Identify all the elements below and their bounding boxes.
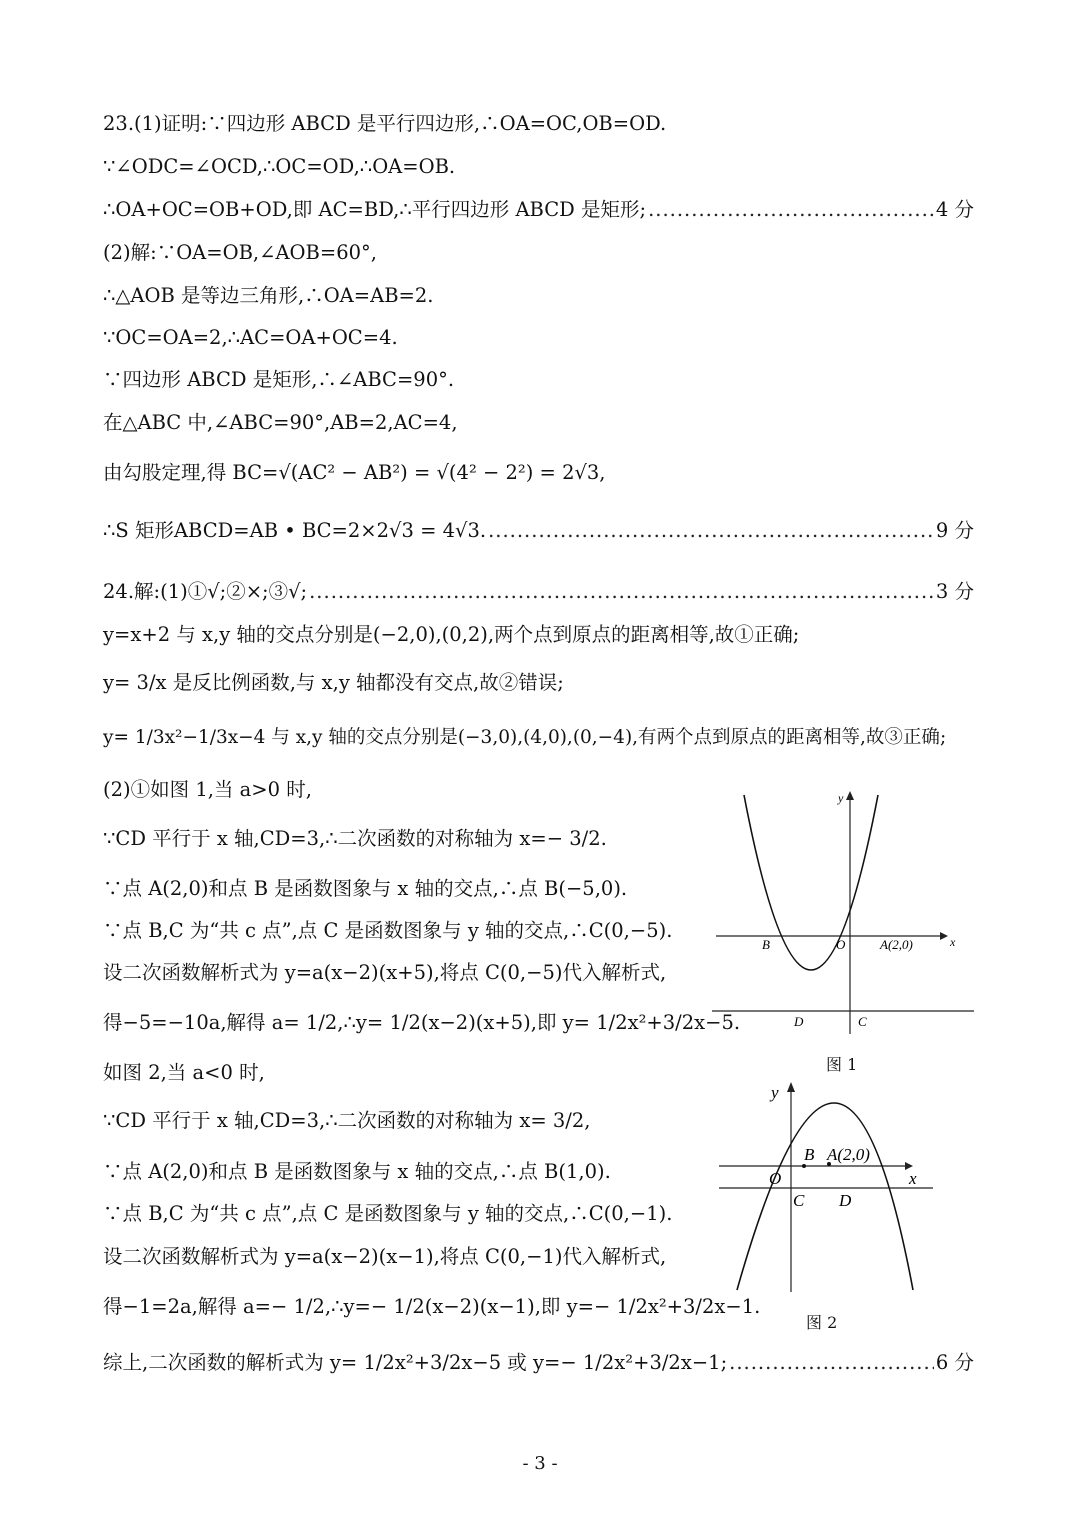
- score-label: 3 分: [935, 580, 974, 603]
- q24-line-3: y= 3/x 是反比例函数,与 x,y 轴都没有交点,故②错误;: [103, 671, 564, 694]
- figure-2: [715, 1078, 940, 1298]
- q24-line-9: 设二次函数解析式为 y=a(x−2)(x+5),将点 C(0,−5)代入解析式,: [103, 961, 667, 984]
- point-c-label: C: [793, 1191, 805, 1210]
- dot-leader: [488, 516, 934, 546]
- q24-line-15: 设二次函数解析式为 y=a(x−2)(x−1),将点 C(0,−1)代入解析式,: [103, 1245, 667, 1268]
- parabola: [737, 1103, 913, 1290]
- q23-line-10-text: ∴S 矩形ABCD=AB • BC=2×2√3 = 4√3.: [103, 519, 487, 542]
- x-axis-label: x: [909, 1169, 917, 1188]
- q23-line-5: ∴△AOB 是等边三角形,∴OA=AB=2.: [103, 284, 434, 307]
- point-b-label: B: [762, 937, 770, 952]
- score-label: 6 分: [935, 1351, 974, 1374]
- q23-line-3-text: ∴OA+OC=OB+OD,即 AC=BD,∴平行四边形 ABCD 是矩形;: [103, 198, 647, 221]
- score-label: 4 分: [935, 198, 974, 221]
- q23-line-2: ∵∠ODC=∠OCD,∴OC=OD,∴OA=OB.: [103, 155, 456, 178]
- origin-label: O: [836, 937, 846, 952]
- q24-line-6: ∵CD 平行于 x 轴,CD=3,∴二次函数的对称轴为 x=− 3/2.: [103, 827, 607, 850]
- q24-line-14: ∵点 B,C 为“共 c 点”,点 C 是函数图象与 y 轴的交点,∴C(0,−1).: [103, 1202, 673, 1225]
- q24-line-13: ∵点 A(2,0)和点 B 是函数图象与 x 轴的交点,∴点 B(1,0).: [103, 1160, 611, 1183]
- figure-1: [708, 788, 978, 1038]
- q24-line-17-text: 综上,二次函数的解析式为 y= 1/2x²+3/2x−5 或 y=− 1/2x²+3/2x−1;: [103, 1351, 728, 1374]
- figure-1-caption: 图 1: [826, 1055, 858, 1074]
- page-number: - 3 -: [522, 1453, 558, 1474]
- figure-1-graph: [708, 788, 978, 1038]
- q24-line-11: 如图 2,当 a<0 时,: [103, 1061, 265, 1084]
- figure-2-graph: [715, 1078, 940, 1298]
- point-a-label: A(2,0): [880, 937, 913, 952]
- q24-line-2: y=x+2 与 x,y 轴的交点分别是(−2,0),(0,2),两个点到原点的距离相等,故①正确;: [103, 623, 800, 646]
- q24-line-7: ∵点 A(2,0)和点 B 是函数图象与 x 轴的交点,∴点 B(−5,0).: [103, 877, 628, 900]
- y-axis-arrow: [846, 791, 854, 800]
- point-c-label: C: [858, 1014, 867, 1029]
- x-axis-label: x: [950, 935, 956, 949]
- score-label: 9 分: [935, 519, 974, 542]
- point-d-label: D: [839, 1191, 852, 1210]
- y-axis-label: y: [771, 1083, 779, 1102]
- q24-line-16: 得−1=2a,解得 a=− 1/2,∴y=− 1/2(x−2)(x−1),即 y=− 1/2x²+3/2x−1.: [103, 1295, 761, 1318]
- y-axis-arrow: [787, 1082, 795, 1092]
- dot-leader: [648, 195, 934, 225]
- origin-label: O: [769, 1169, 782, 1188]
- q24-line-12: ∵CD 平行于 x 轴,CD=3,∴二次函数的对称轴为 x= 3/2,: [103, 1109, 591, 1132]
- figure-2-caption: 图 2: [806, 1313, 838, 1332]
- q24-line-10: 得−5=−10a,解得 a= 1/2,∴y= 1/2(x−2)(x+5),即 y= 1/2x²+3/2x−5.: [103, 1011, 741, 1034]
- q24-line-4: y= 1/3x²−1/3x−4 与 x,y 轴的交点分别是(−3,0),(4,0),(0,−4),有两个点到原点的距离相等,故③正确;: [103, 727, 947, 748]
- q23-line-1: 23.(1)证明:∵四边形 ABCD 是平行四边形,∴OA=OC,OB=OD.: [103, 112, 667, 135]
- q24-line-1-text: 24.解:(1)①√;②×;③√;: [103, 580, 308, 603]
- point-b: [802, 1164, 806, 1168]
- q23-line-8: 在△ABC 中,∠ABC=90°,AB=2,AC=4,: [103, 411, 458, 434]
- q24-line-17: [103, 1348, 974, 1378]
- q23-line-6: ∵OC=OA=2,∴AC=OA+OC=4.: [103, 326, 398, 349]
- x-axis-arrow: [940, 932, 948, 940]
- dot-leader: [309, 577, 934, 607]
- q23-line-9: 由勾股定理,得 BC=√(AC² − AB²) = √(4² − 2²) = 2√3,: [103, 461, 606, 484]
- y-axis-label: y: [838, 791, 844, 805]
- q23-line-7: ∵四边形 ABCD 是矩形,∴∠ABC=90°.: [103, 368, 455, 391]
- q24-line-5: (2)①如图 1,当 a>0 时,: [103, 778, 312, 801]
- point-a-label: A(2,0): [827, 1145, 870, 1164]
- q24-line-1: [103, 577, 974, 607]
- q23-line-3: [103, 195, 974, 225]
- q24-line-8: ∵点 B,C 为“共 c 点”,点 C 是函数图象与 y 轴的交点,∴C(0,−5).: [103, 919, 673, 942]
- q23-line-4: (2)解:∵OA=OB,∠AOB=60°,: [103, 241, 377, 264]
- point-d-label: D: [794, 1014, 804, 1029]
- point-b-label: B: [804, 1145, 815, 1164]
- dot-leader: [729, 1348, 934, 1378]
- q23-line-10: [103, 516, 974, 546]
